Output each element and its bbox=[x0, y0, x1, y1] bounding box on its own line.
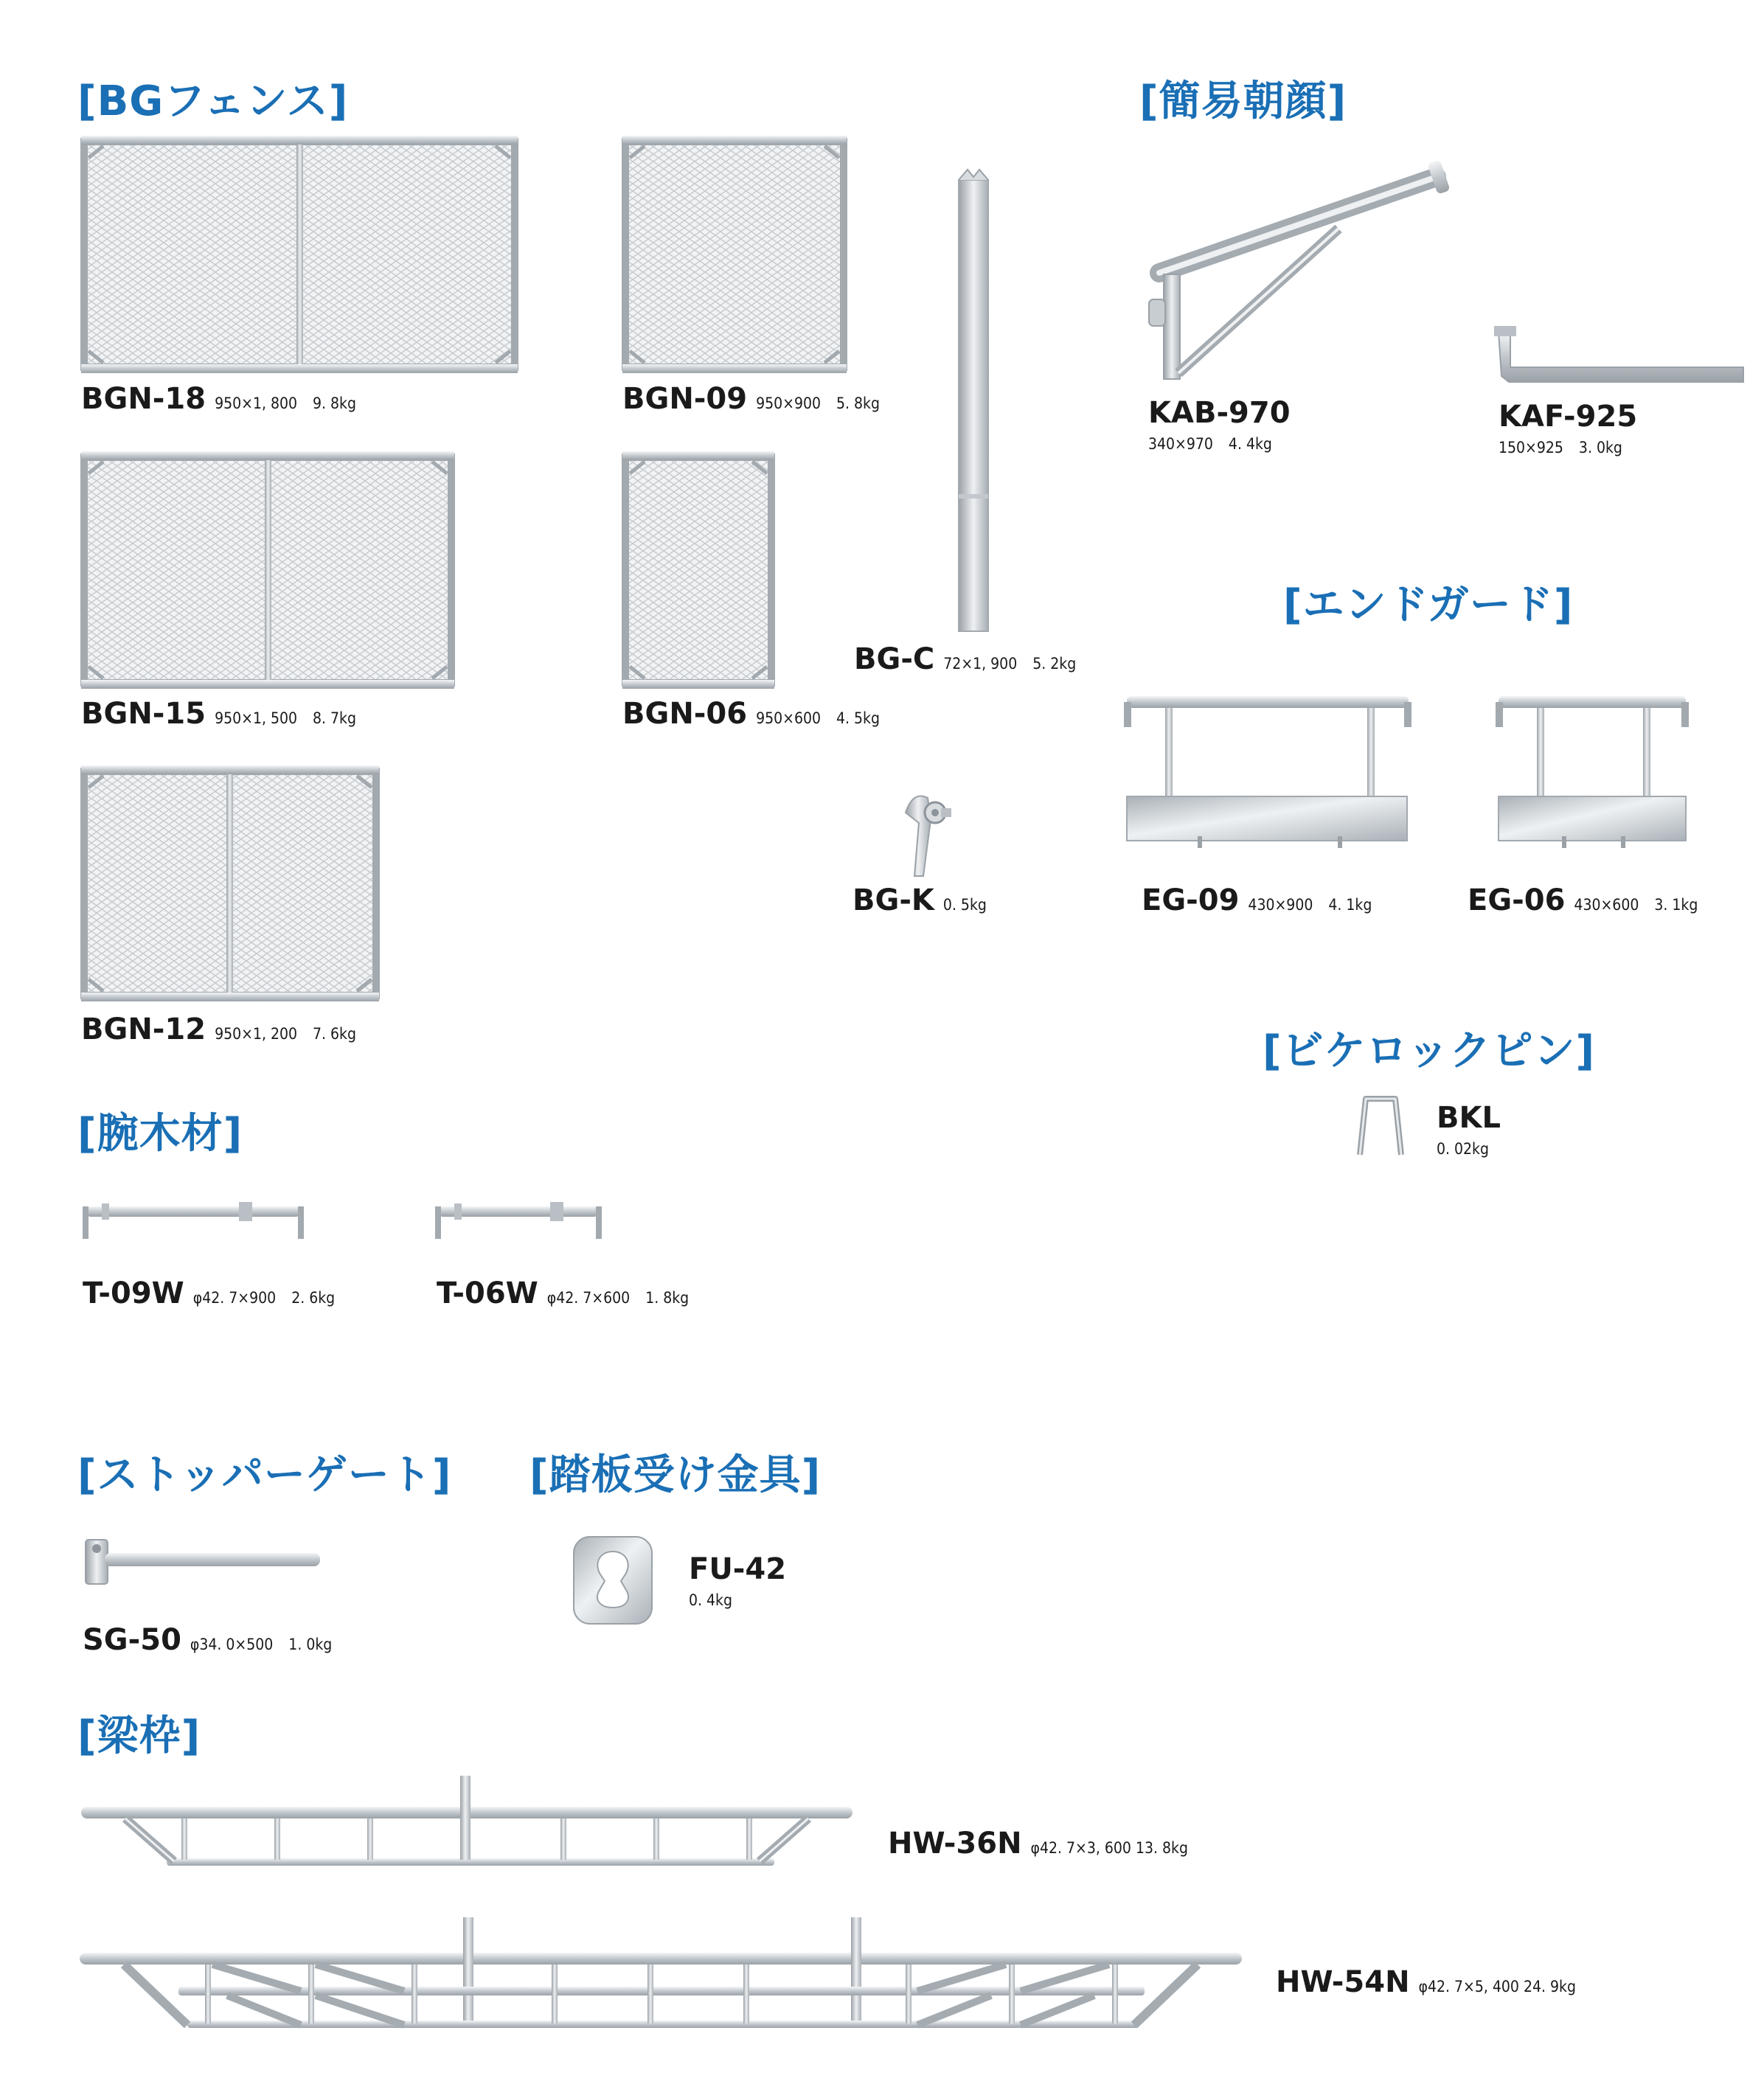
sg-50-image bbox=[83, 1535, 320, 1588]
caption-hw-54n bbox=[1276, 1967, 1576, 1997]
product-code: KAF-925 bbox=[1499, 400, 1638, 434]
section-heading-stopper-gate: [ストッパーゲート] bbox=[77, 1451, 452, 1499]
product-spec: 72×1, 900 5. 2kg bbox=[943, 655, 1077, 673]
product-code: KAB-970 bbox=[1148, 396, 1291, 430]
caption-fu-42 bbox=[689, 1554, 786, 1608]
product-code: BGN-06 bbox=[622, 697, 748, 731]
product-spec: φ42. 7×5, 400 24. 9kg bbox=[1418, 1978, 1576, 1995]
bgn-09-image bbox=[622, 136, 847, 373]
section-heading-udegi: [腕木材] bbox=[77, 1110, 243, 1158]
caption-eg-09 bbox=[1142, 883, 1372, 917]
caption-bgn-09 bbox=[622, 384, 880, 414]
product-code: EG-09 bbox=[1142, 883, 1240, 917]
product-code: BGN-18 bbox=[81, 382, 206, 416]
caption-bg-c bbox=[854, 642, 1077, 676]
product-code: BGN-15 bbox=[81, 697, 206, 731]
product-spec: 0. 02kg bbox=[1437, 1140, 1489, 1158]
product-spec: 950×1, 800 9. 8kg bbox=[215, 395, 356, 412]
product-code: EG-06 bbox=[1468, 883, 1566, 917]
product-spec: 950×1, 500 8. 7kg bbox=[215, 709, 356, 727]
product-spec: φ34. 0×500 1. 0kg bbox=[190, 1636, 333, 1653]
product-spec: 150×925 3. 0kg bbox=[1499, 439, 1622, 456]
caption-sg-50 bbox=[83, 1625, 332, 1655]
caption-t-06w bbox=[437, 1276, 690, 1310]
kab-970-image bbox=[1143, 155, 1445, 381]
product-spec: 0. 5kg bbox=[942, 896, 987, 914]
section-heading-kan-asagao: [簡易朝顔] bbox=[1139, 77, 1347, 125]
bkl-image bbox=[1351, 1094, 1410, 1156]
caption-bgn-15 bbox=[81, 699, 356, 729]
caption-bkl bbox=[1437, 1103, 1501, 1157]
hw-54n-image bbox=[80, 1917, 1242, 2032]
product-code: BG-C bbox=[854, 642, 935, 676]
caption-bgn-12 bbox=[81, 1012, 356, 1046]
hw-36n-image bbox=[81, 1776, 853, 1867]
section-heading-fumiita: [踏板受け金具] bbox=[529, 1451, 822, 1499]
kaf-925-image bbox=[1491, 324, 1743, 386]
product-spec: 950×900 5. 8kg bbox=[756, 395, 880, 412]
bgn-12-image bbox=[81, 765, 379, 1001]
caption-kab-970 bbox=[1148, 398, 1291, 452]
caption-bgn-06 bbox=[622, 699, 880, 729]
section-heading-bg-fence: [BGフェンス] bbox=[77, 77, 349, 125]
product-code: BGN-12 bbox=[81, 1012, 206, 1046]
bg-c-image bbox=[953, 170, 994, 636]
eg-06-image bbox=[1496, 696, 1689, 848]
bg-k-image bbox=[898, 791, 954, 878]
product-code: T-09W bbox=[83, 1276, 184, 1310]
t-06w-image bbox=[435, 1202, 602, 1240]
product-spec: φ42. 7×600 1. 8kg bbox=[546, 1289, 690, 1307]
caption-bgn-18 bbox=[81, 384, 356, 414]
fu-42-image bbox=[572, 1535, 653, 1625]
product-spec: 950×1, 200 7. 6kg bbox=[215, 1025, 356, 1043]
product-spec: φ42. 7×3, 600 13. 8kg bbox=[1030, 1839, 1188, 1857]
product-code: HW-54N bbox=[1276, 1965, 1410, 1999]
product-code: T-06W bbox=[437, 1276, 538, 1310]
product-code: BGN-09 bbox=[622, 382, 748, 416]
product-spec: 430×900 4. 1kg bbox=[1248, 896, 1372, 914]
caption-hw-36n bbox=[888, 1827, 1188, 1861]
bgn-06-image bbox=[622, 451, 774, 689]
product-code: SG-50 bbox=[83, 1623, 181, 1657]
caption-kaf-925 bbox=[1499, 402, 1637, 456]
caption-t-09w bbox=[83, 1276, 336, 1310]
product-code: BG-K bbox=[853, 883, 934, 917]
bgn-15-image bbox=[81, 451, 454, 689]
product-code: FU-42 bbox=[689, 1552, 787, 1586]
t-09w-image bbox=[83, 1202, 304, 1240]
caption-eg-06 bbox=[1468, 883, 1698, 917]
product-spec: 950×600 4. 5kg bbox=[756, 709, 880, 727]
caption-bg-k bbox=[853, 883, 987, 917]
product-spec: 340×970 4. 4kg bbox=[1148, 435, 1272, 453]
bgn-18-image bbox=[81, 136, 518, 373]
product-spec: 430×600 3. 1kg bbox=[1574, 896, 1698, 914]
product-spec: φ42. 7×900 2. 6kg bbox=[192, 1289, 336, 1307]
eg-09-image bbox=[1124, 696, 1411, 848]
product-spec: 0. 4kg bbox=[689, 1591, 732, 1609]
section-heading-bike-lock-pin: [ビケロックピン] bbox=[1263, 1027, 1596, 1075]
section-heading-harawaku: [梁枠] bbox=[77, 1712, 201, 1760]
product-code: BKL bbox=[1437, 1101, 1501, 1135]
product-code: HW-36N bbox=[888, 1827, 1022, 1861]
section-heading-end-guard: [エンドガード] bbox=[1283, 581, 1574, 629]
